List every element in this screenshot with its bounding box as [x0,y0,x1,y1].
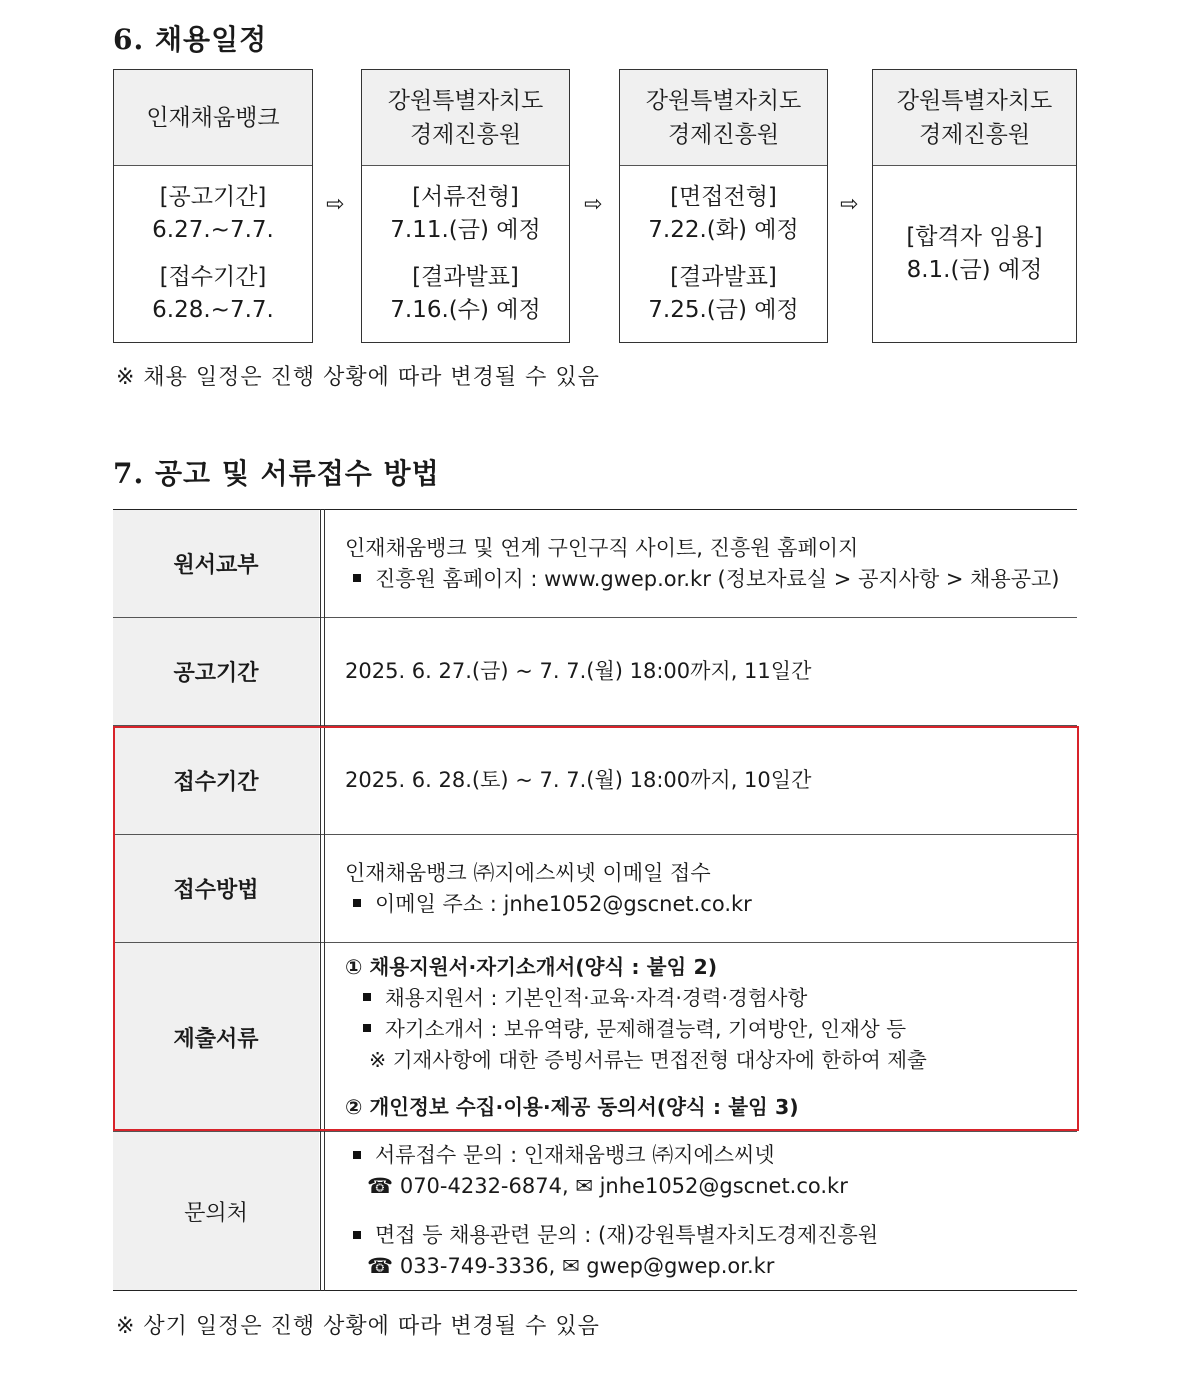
bullet-icon [363,993,371,1001]
row-text: 면접 등 채용관련 문의 : (재)강원특별자치도경제진흥원 [375,1223,879,1247]
arrow-icon: ⇨ [840,192,859,217]
row-text: 서류접수 문의 : 인재채움뱅크 ㈜지에스씨넷 [375,1143,775,1167]
schedule-box-4 [872,69,1077,343]
schedule-date: 6.28.~7.7. [152,297,274,323]
section6-title: 6. 채용일정 [113,23,268,56]
bullet-icon [353,1151,361,1159]
table-row [113,1132,1077,1290]
row-label: 문의처 [113,1132,319,1290]
schedule-date: 7.22.(화) 예정 [648,217,799,243]
schedule-box-head: 강원특별자치도 경제진흥원 [620,70,827,166]
row-text: ☎ 033-749-3336, ✉ gwep@gwep.or.kr [367,1254,775,1278]
row-text: 이메일 주소 : jnhe1052@gscnet.co.kr [375,891,752,916]
schedule-label: [합격자 임용] [906,224,1043,250]
row-text: ② 개인정보 수집·이용·제공 동의서(양식 : 붙임 3) [345,1094,799,1119]
schedule-label: [결과발표] [670,264,777,290]
schedule-box-head: 강원특별자치도 경제진흥원 [873,70,1076,166]
row-text: 채용지원서 : 기본인적·교육·자격·경력·경험사항 [385,985,808,1010]
schedule-label: [접수기간] [159,264,267,290]
row-label: 접수방법 [113,835,319,942]
table-row [113,726,1077,834]
schedule-box-2 [361,69,570,343]
schedule-note: ※ 채용 일정은 진행 상황에 따라 변경될 수 있음 [116,365,600,390]
row-label: 접수기간 [113,726,319,834]
schedule-label: [공고기간] [159,184,267,210]
row-text: 2025. 6. 27.(금) ~ 7. 7.(월) 18:00까지, 11일간 [345,659,812,683]
row-text: ※ 기재사항에 대한 증빙서류는 면접전형 대상자에 한하여 제출 [369,1047,927,1072]
schedule-date: 6.27.~7.7. [152,217,274,243]
schedule-label: [결과발표] [412,264,519,290]
bullet-icon [353,899,361,907]
row-label: 공고기간 [113,618,319,725]
schedule-box-head: 강원특별자치도 경제진흥원 [362,70,569,166]
row-text: 인재채움뱅크 ㈜지에스씨넷 이메일 접수 [345,860,711,885]
row-label: 제출서류 [113,943,319,1131]
bullet-icon [353,1231,361,1239]
schedule-box-3 [619,69,828,343]
table-row [113,618,1077,725]
schedule-date: 7.16.(수) 예정 [390,297,541,323]
schedule-date: 8.1.(금) 예정 [906,257,1043,283]
row-text: 진흥원 홈페이지 : www.gwep.or.kr (정보자료실 > 공지사항 > 채용공고) [375,566,1060,591]
schedule-label: [면접전형] [670,184,777,210]
row-text: 2025. 6. 28.(토) ~ 7. 7.(월) 18:00까지, 10일간 [345,767,812,792]
bottom-note: ※ 상기 일정은 진행 상황에 따라 변경될 수 있음 [116,1314,600,1339]
row-text: ☎ 070-4232-6874, ✉ jnhe1052@gscnet.co.kr [367,1174,848,1198]
row-text: ① 채용지원서·자기소개서(양식 : 붙임 2) [345,954,718,979]
row-text: 자기소개서 : 보유역량, 문제해결능력, 기여방안, 인재상 등 [385,1016,907,1041]
schedule-box-head: 인재채움뱅크 [114,70,312,166]
row-text: 인재채움뱅크 및 연계 구인구직 사이트, 진흥원 홈페이지 [345,535,859,560]
table-row [113,943,1077,1131]
schedule-label: [서류전형] [412,184,519,210]
section7-title: 7. 공고 및 서류접수 방법 [113,457,440,490]
row-label: 원서교부 [113,510,319,617]
arrow-icon: ⇨ [584,192,603,217]
schedule-date: 7.11.(금) 예정 [390,217,541,243]
bullet-icon [353,574,361,582]
bullet-icon [363,1024,371,1032]
schedule-box-1 [113,69,313,343]
arrow-icon: ⇨ [326,192,345,217]
table-row [113,835,1077,942]
schedule-date: 7.25.(금) 예정 [648,297,799,323]
application-table [113,509,1077,1291]
table-row [113,510,1077,617]
